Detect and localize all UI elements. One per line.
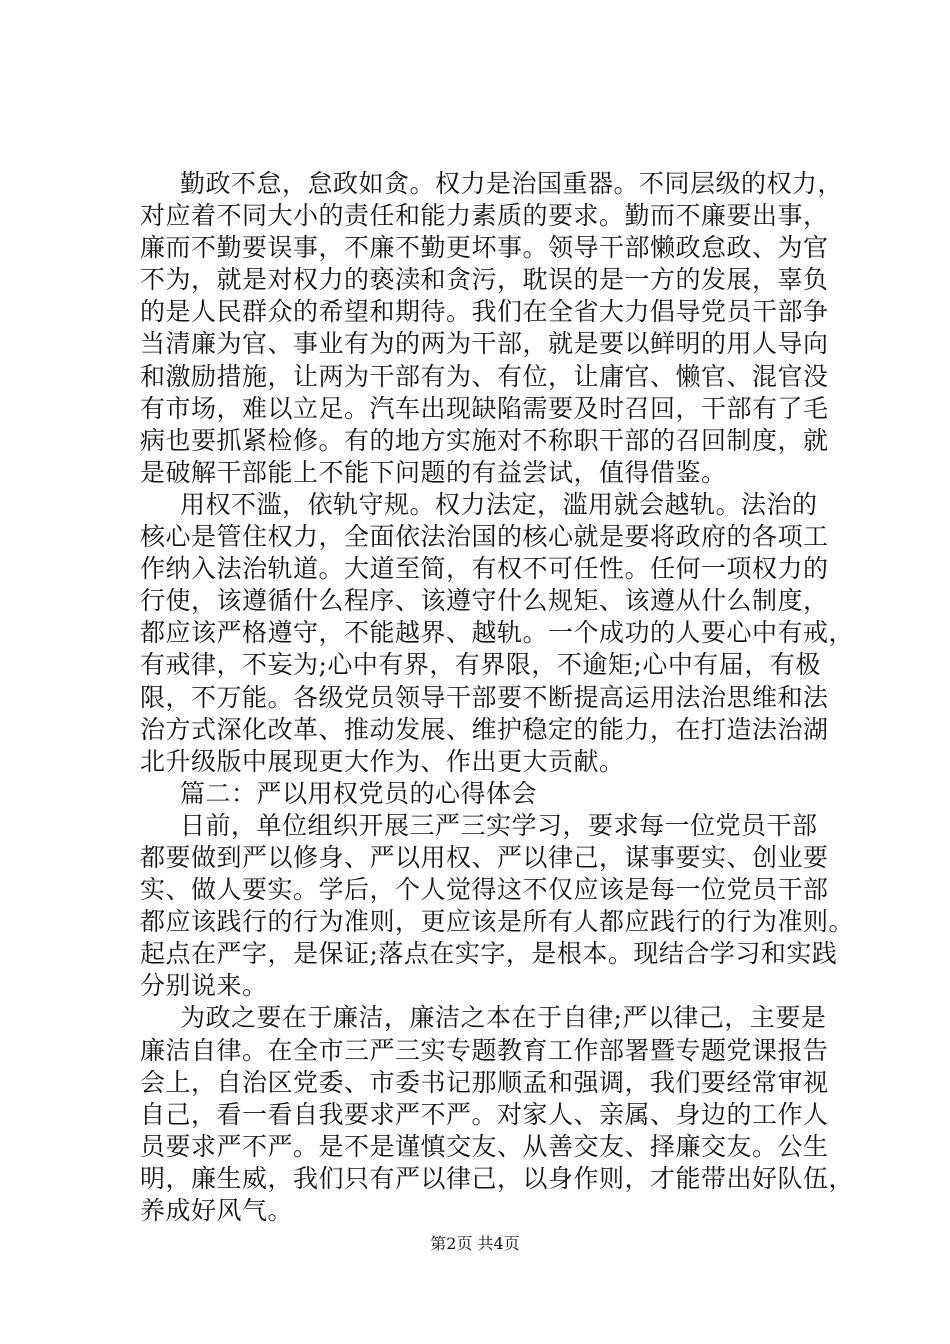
paragraph-first-line: 日前，单位组织开展三严三实学习，要求每一位党员干部 (180, 810, 818, 840)
text-line: 限，不万能。各级党员领导干部要不断提高运用法治思维和法 (140, 682, 829, 712)
text-line: 分别说来。 (140, 971, 268, 1001)
text-line: 治方式深化改革、推动发展、维护稳定的能力，在打造法治湖 (140, 714, 829, 744)
text-line: 起点在严字，是保证;落点在实字，是根本。现结合学习和实践 (140, 939, 838, 969)
text-line: 员要求严不严。是不是谨慎交友、从善交友、择廉交友。公生 (140, 1131, 829, 1161)
text-line: 都要做到严以修身、严以用权、严以律己，谋事要实、创业要 (140, 842, 829, 872)
text-line: 作纳入法治轨道。大道至简，有权不可任性。任何一项权力的 (140, 554, 829, 584)
text-line: 明，廉生威，我们只有严以律己，以身作则，才能带出好队伍， (140, 1163, 855, 1193)
paragraph-first-line: 用权不滥，依轨守规。权力法定，滥用就会越轨。法治的 (180, 489, 818, 519)
text-line: 核心是管住权力，全面依法治国的核心就是要将政府的各项工 (140, 522, 829, 552)
text-line: 养成好风气。 (140, 1196, 294, 1225)
text-line: 会上，自治区党委、市委书记那顺孟和强调，我们要经常审视 (140, 1067, 829, 1097)
text-line: 对应着不同大小的责任和能力素质的要求。勤而不廉要出事， (140, 201, 829, 231)
text-line: 病也要抓紧检修。有的地方实施对不称职干部的召回制度，就 (140, 425, 829, 455)
paragraph-first-line: 为政之要在于廉洁，廉洁之本在于自律;严以律己，主要是 (180, 1003, 827, 1033)
paragraph-first-line: 篇二：严以用权党员的心得体会 (180, 778, 538, 808)
text-line: 实、做人要实。学后，个人觉得这不仅应该是每一位党员干部 (140, 875, 829, 905)
document-body (140, 168, 855, 1227)
text-line: 的是人民群众的希望和期待。我们在全省大力倡导党员干部争 (140, 297, 829, 327)
text-line: 和激励措施，让两为干部有为、有位，让庸官、懒官、混官没 (140, 361, 829, 391)
text-line: 廉而不勤要误事，不廉不勤更坏事。领导干部懒政怠政、为官 (140, 233, 829, 263)
text-line: 有市场，难以立足。汽车出现缺陷需要及时召回，干部有了毛 (140, 393, 829, 423)
paragraph-first-line: 勤政不怠，怠政如贪。权力是治国重器。不同层级的权力， (180, 169, 844, 198)
text-line: 都应该严格遵守，不能越界、越轨。一个成功的人要心中有戒， (140, 618, 855, 648)
text-line: 当清廉为官、事业有为的两为干部，就是要以鲜明的用人导向 (140, 329, 829, 359)
text-line: 有戒律，不妄为;心中有界，有界限，不逾矩;心中有届，有极 (140, 650, 821, 680)
page-footer: 第2页 共4页 (430, 1234, 520, 1253)
text-line: 都应该践行的行为准则，更应该是所有人都应践行的行为准则。 (140, 907, 855, 937)
text-line: 不为，就是对权力的亵渎和贪污，耽误的是一方的发展，辜负 (140, 265, 829, 295)
text-line: 是破解干部能上不能下问题的有益尝试，值得借鉴。 (140, 457, 727, 487)
text-line: 自己，看一看自我要求严不严。对家人、亲属、身边的工作人 (140, 1099, 829, 1129)
text-line: 廉洁自律。在全市三严三实专题教育工作部署暨专题党课报告 (140, 1035, 829, 1065)
text-line: 北升级版中展现更大作为、作出更大贡献。 (140, 746, 625, 776)
text-line: 行使，该遵循什么程序、该遵守什么规矩、该遵从什么制度， (140, 586, 829, 616)
